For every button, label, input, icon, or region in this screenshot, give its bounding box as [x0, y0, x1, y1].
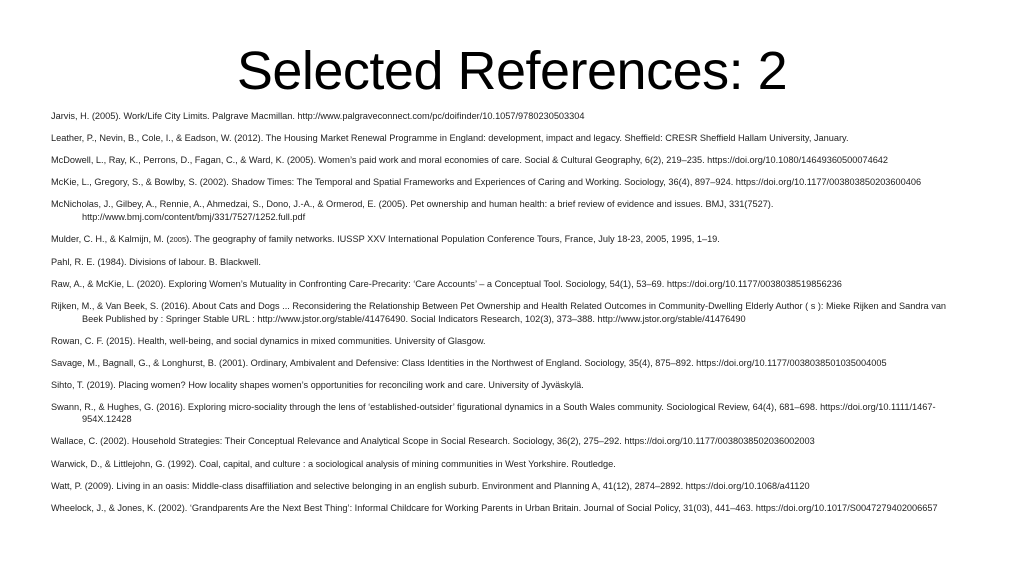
reference-wallace-2002: Wallace, C. (2002). Household Strategies: Their Conceptual Relevance and Analytical Scope in Social Research. Sociology, 36(2), 275–292. https://doi.org/10.1177/0038038502036002003 — [51, 436, 815, 447]
reference-rijken-2016: Rijken, M., & Van Beek, S. (2016). About Cats and Dogs ... Reconsidering the Relationship Between Pet Ownership and Health Related Outcomes in Community-Dwelling Elderly Author ( s ): Mieke Rijken and Sandra van Beek Published by : Springer Stable URL : http://www.jstor.org/stable/41476490. Social Indicators Research, 102(3), 373–388. http://www.jstor.org/stable/41476490 — [51, 301, 947, 324]
reference-pahl-1984: Pahl, R. E. (1984). Divisions of labour. B. Blackwell. — [51, 256, 261, 267]
reference-wheelock-2002: Wheelock, J., & Jones, K. (2002). ‘Grandparents Are the Next Best Thing’: Informal Childcare for Working Parents in Urban Britain. Journal of Social Policy, 31(03), 441–463. https://doi.org/10.1017/S0047279402006657 — [51, 502, 938, 513]
reference-rowan-2015: Rowan, C. F. (2015). Health, well-being, and social dynamics in mixed communities. University of Glasgow. — [51, 335, 486, 346]
reference-savage-2001: Savage, M., Bagnall, G., & Longhurst, B. (2001). Ordinary, Ambivalent and Defensive: Class Identities in the Northwest of England. Sociology, 35(4), 875–892. https://doi.org/10.1177/0038038501035004005 — [51, 357, 887, 368]
reference-mckie-2002: McKie, L., Gregory, S., & Bowlby, S. (2002). Shadow Times: The Temporal and Spatial Frameworks and Experiences of Caring and Working. Sociology, 36(4), 897–924. https://doi.org/10.1177/003803850203600406 — [51, 177, 922, 188]
reference-list — [51, 110, 961, 524]
reference-mulder-text-end: ). The geography of family networks. IUSSP XXV International Population Conference Tours, France, July 18-23, 2005, 1995, 1–19. — [186, 233, 720, 244]
reference-jarvis-2005: Jarvis, H. (2005). Work/Life City Limits. Palgrave Macmillan. http://www.palgraveconnect.com/pc/doifinder/10.1057/9780230503304 — [51, 111, 585, 121]
reference-raw-2020: Raw, A., & McKie, L. (2020). Exploring Women’s Mutuality in Confronting Care-Precarity: ‘Care Accounts’ – a Conceptual Tool. Sociology, 54(1), 53–69. https://doi.org/10.1177/0038038519856236 — [51, 279, 842, 290]
reference-swann-2016: Swann, R., & Hughes, G. (2016). Exploring micro-sociality through the lens of ‘established-outsider’ figurational dynamics in a South Wales community. Sociological Review, 64(4), 681–698. https://doi.org/10.1111/1467-954X.12428 — [51, 401, 936, 425]
reference-mcdowell-2005: McDowell, L., Ray, K., Perrons, D., Fagan, C., & Ward, K. (2005). Women’s paid work and moral economies of care. Social & Cultural Geography, 6(2), 219–235. https://doi.org/10.1080/14649360500074642 — [51, 155, 889, 166]
reference-watt-2009: Watt, P. (2009). Living in an oasis: Middle-class disaffiliation and selective belonging in an english suburb. Environment and Planning A, 41(12), 2874–2892. https://doi.org/10.1068/a41120 — [51, 480, 810, 491]
reference-sihto-2019: Sihto, T. (2019). Placing women? How locality shapes women’s opportunities for reconciling work and care. University of Jyväskylä. — [51, 379, 584, 390]
reference-warwick-1992: Warwick, D., & Littlejohn, G. (1992). Coal, capital, and culture : a sociological analysis of mining communities in West Yorkshire. Routledge. — [51, 458, 616, 469]
reference-mcnicholas-2005: McNicholas, J., Gilbey, A., Rennie, A., Ahmedzai, S., Dono, J.-A., & Ormerod, E. (2005). Pet ownership and human health: a brief review of evidence and issues. BMJ, 331(7527). http://www.bmj.com/content/bmj/331/7527/1252.full.pdf — [51, 199, 774, 222]
reference-mulder-text-start: Mulder, C. H., & Kalmijn, M. ( — [51, 233, 170, 244]
reference-leather-2012: Leather, P., Nevin, B., Cole, I., & Eadson, W. (2012). The Housing Market Renewal Programme in England: development, impact and legacy. Sheffield: CRESR Sheffield Hallam University, January. — [51, 133, 849, 144]
slide-title: Selected References: 2 — [236, 41, 788, 101]
reference-mulder-2005 — [51, 233, 961, 246]
reference-mulder-year: 2005 — [169, 234, 187, 244]
